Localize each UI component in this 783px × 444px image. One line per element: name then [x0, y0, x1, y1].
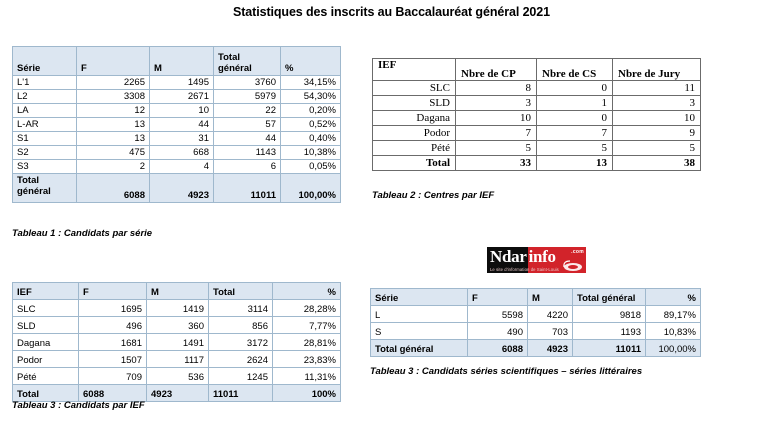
- table-1-caption: Tableau 1 : Candidats par série: [12, 228, 153, 239]
- cell-pct: 28,81%: [273, 334, 341, 351]
- cell-f: 13: [77, 118, 150, 132]
- cell-total-label: Total général: [371, 340, 468, 357]
- cell-total: 1245: [209, 368, 273, 385]
- col-header-total-general: Total général: [573, 289, 646, 306]
- table-3-caption: Tableau 3 : Candidats par IEF: [12, 400, 145, 411]
- cell-cs: 0: [537, 111, 613, 126]
- table-header-row: [13, 47, 341, 76]
- cell-serie: L: [371, 306, 468, 323]
- table: [372, 58, 701, 171]
- table-row: [13, 160, 341, 174]
- cell-ief: SLD: [13, 317, 79, 334]
- cell-total: 1143: [214, 146, 281, 160]
- cell-serie: S2: [13, 146, 77, 160]
- cell-m: 44: [150, 118, 214, 132]
- cell-m: 10: [150, 104, 214, 118]
- cell-jury: 10: [613, 111, 701, 126]
- table-4-candidats-series-scientifiques-litteraires: [370, 288, 700, 357]
- col-header-f: F: [79, 283, 147, 300]
- logo-tagline: Le site d'information de Saint-Louis: [490, 267, 559, 272]
- cell-serie: S3: [13, 160, 77, 174]
- cell-total-label: Total: [373, 156, 456, 171]
- col-header-m: M: [528, 289, 573, 306]
- cell-total-f: 6088: [77, 174, 150, 203]
- cell-total-total: 11011: [214, 174, 281, 203]
- cell-total-total: 11011: [209, 385, 273, 402]
- cell-jury: 3: [613, 96, 701, 111]
- table-row: [13, 300, 341, 317]
- cell-total: 2624: [209, 351, 273, 368]
- cell-cp: 8: [456, 81, 537, 96]
- cell-f: 12: [77, 104, 150, 118]
- cell-pct: 34,15%: [281, 76, 341, 90]
- cell-total: 1193: [573, 323, 646, 340]
- cell-jury: 11: [613, 81, 701, 96]
- cell-total: 57: [214, 118, 281, 132]
- table-row: [373, 81, 701, 96]
- cell-m: 4220: [528, 306, 573, 323]
- cell-total-m: 4923: [528, 340, 573, 357]
- col-header-serie: Série: [13, 47, 77, 76]
- cell-serie: S1: [13, 132, 77, 146]
- table-row: [13, 118, 341, 132]
- table-total-row: [13, 174, 341, 203]
- cell-cs: 7: [537, 126, 613, 141]
- table-total-row: [371, 340, 701, 357]
- cell-total-label: Total: [13, 385, 79, 402]
- cell-pct: 7,77%: [273, 317, 341, 334]
- table-row: [13, 317, 341, 334]
- cell-cp: 3: [456, 96, 537, 111]
- cell-jury: 9: [613, 126, 701, 141]
- cell-serie: L'1: [13, 76, 77, 90]
- table-row: [13, 90, 341, 104]
- cell-f: 1507: [79, 351, 147, 368]
- table-4-caption: Tableau 3 : Candidats séries scientifiques – séries littéraires: [370, 366, 643, 377]
- cell-ief: Pété: [373, 141, 456, 156]
- cell-total: 856: [209, 317, 273, 334]
- cell-pct: 10,83%: [646, 323, 701, 340]
- cell-m: 668: [150, 146, 214, 160]
- cell-f: 2: [77, 160, 150, 174]
- cell-pct: 0,20%: [281, 104, 341, 118]
- cell-serie: LA: [13, 104, 77, 118]
- cell-total-m: 4923: [147, 385, 209, 402]
- table: [12, 46, 341, 203]
- table-row: [371, 306, 701, 323]
- cell-f: 1695: [79, 300, 147, 317]
- cell-pct: 0,40%: [281, 132, 341, 146]
- cell-pct: 11,31%: [273, 368, 341, 385]
- cell-pct: 54,30%: [281, 90, 341, 104]
- logo-name-red: info: [528, 247, 556, 266]
- cell-cs: 0: [537, 81, 613, 96]
- table-2-caption: Tableau 2 : Centres par IEF: [372, 190, 495, 201]
- cell-total-pct: 100%: [273, 385, 341, 402]
- table-row: [371, 323, 701, 340]
- cell-m: 1117: [147, 351, 209, 368]
- table-row: [13, 76, 341, 90]
- col-header-ief: IEF: [13, 283, 79, 300]
- cell-f: 5598: [468, 306, 528, 323]
- cell-cp: 7: [456, 126, 537, 141]
- cell-ief: Podor: [13, 351, 79, 368]
- cell-total-pct: 100,00%: [281, 174, 341, 203]
- cell-serie: L2: [13, 90, 77, 104]
- table-header-row: [371, 289, 701, 306]
- cell-cp: 10: [456, 111, 537, 126]
- table: [12, 282, 341, 402]
- table-row: [373, 141, 701, 156]
- cell-total-f: 6088: [79, 385, 147, 402]
- cell-total: 6: [214, 160, 281, 174]
- cell-m: 1495: [150, 76, 214, 90]
- col-header-nbre-cs: Nbre de CS: [537, 59, 613, 81]
- cell-m: 536: [147, 368, 209, 385]
- cell-total-pct: 100,00%: [646, 340, 701, 357]
- cell-ief: Dagana: [13, 334, 79, 351]
- table-row: [13, 146, 341, 160]
- cell-cs: 5: [537, 141, 613, 156]
- cell-ief: Dagana: [373, 111, 456, 126]
- cell-total-cp: 33: [456, 156, 537, 171]
- table-total-row: [373, 156, 701, 171]
- cell-pct: 23,83%: [273, 351, 341, 368]
- cell-m: 4: [150, 160, 214, 174]
- cell-m: 31: [150, 132, 214, 146]
- col-header-total-general: Total général: [214, 47, 281, 76]
- cell-serie: L-AR: [13, 118, 77, 132]
- col-header-ief: IEF: [373, 59, 456, 81]
- cell-total: 22: [214, 104, 281, 118]
- ndarinfo-logo[interactable]: [487, 247, 586, 273]
- table-1-candidats-par-serie: [12, 46, 340, 203]
- cell-total-m: 4923: [150, 174, 214, 203]
- col-header-m: M: [150, 47, 214, 76]
- table-row: [373, 111, 701, 126]
- cell-total-total: 11011: [573, 340, 646, 357]
- cell-total: 44: [214, 132, 281, 146]
- page-title: Statistiques des inscrits au Baccalauréat général 2021: [233, 5, 550, 19]
- table-row: [13, 132, 341, 146]
- cell-ief: Podor: [373, 126, 456, 141]
- table-row: [13, 104, 341, 118]
- col-header-m: M: [147, 283, 209, 300]
- cell-m: 703: [528, 323, 573, 340]
- cell-f: 3308: [77, 90, 150, 104]
- cell-cs: 1: [537, 96, 613, 111]
- cell-total: 3114: [209, 300, 273, 317]
- table-row: [13, 334, 341, 351]
- cell-total-f: 6088: [468, 340, 528, 357]
- cell-ief: Pété: [13, 368, 79, 385]
- table-header-row: [373, 59, 701, 81]
- col-header-serie: Série: [371, 289, 468, 306]
- cell-pct: 0,05%: [281, 160, 341, 174]
- table-header-row: [13, 283, 341, 300]
- cell-total-jury: 38: [613, 156, 701, 171]
- cell-m: 1419: [147, 300, 209, 317]
- cell-f: 2265: [77, 76, 150, 90]
- col-header-pct: %: [273, 283, 341, 300]
- cell-f: 475: [77, 146, 150, 160]
- table-row: [373, 96, 701, 111]
- table-row: [13, 368, 341, 385]
- col-header-nbre-cp: Nbre de CP: [456, 59, 537, 81]
- cell-pct: 10,38%: [281, 146, 341, 160]
- cell-f: 13: [77, 132, 150, 146]
- cell-ief: SLC: [13, 300, 79, 317]
- cell-serie: S: [371, 323, 468, 340]
- cell-f: 496: [79, 317, 147, 334]
- logo-name-black: Ndar: [490, 247, 527, 266]
- cell-total-cs: 13: [537, 156, 613, 171]
- satellite-dish-icon: [562, 259, 584, 272]
- cell-f: 490: [468, 323, 528, 340]
- logo-dotcom: .com: [571, 249, 584, 255]
- table-row: [13, 351, 341, 368]
- cell-total-label: Total général: [13, 174, 77, 203]
- table-row: [373, 126, 701, 141]
- cell-total: 5979: [214, 90, 281, 104]
- cell-pct: 89,17%: [646, 306, 701, 323]
- col-header-total: Total: [209, 283, 273, 300]
- col-header-f: F: [468, 289, 528, 306]
- cell-m: 360: [147, 317, 209, 334]
- cell-ief: SLC: [373, 81, 456, 96]
- cell-m: 1491: [147, 334, 209, 351]
- table-total-row: [13, 385, 341, 402]
- cell-total: 3760: [214, 76, 281, 90]
- cell-cp: 5: [456, 141, 537, 156]
- cell-f: 709: [79, 368, 147, 385]
- col-header-pct: %: [281, 47, 341, 76]
- cell-total: 9818: [573, 306, 646, 323]
- col-header-nbre-jury: Nbre de Jury: [613, 59, 701, 81]
- col-header-pct: %: [646, 289, 701, 306]
- col-header-f: F: [77, 47, 150, 76]
- cell-ief: SLD: [373, 96, 456, 111]
- cell-f: 1681: [79, 334, 147, 351]
- table: [370, 288, 701, 357]
- cell-pct: 0,52%: [281, 118, 341, 132]
- table-2-centres-par-ief: [372, 58, 700, 171]
- cell-jury: 5: [613, 141, 701, 156]
- table-3-candidats-par-ief: [12, 282, 340, 402]
- cell-total: 3172: [209, 334, 273, 351]
- cell-pct: 28,28%: [273, 300, 341, 317]
- cell-m: 2671: [150, 90, 214, 104]
